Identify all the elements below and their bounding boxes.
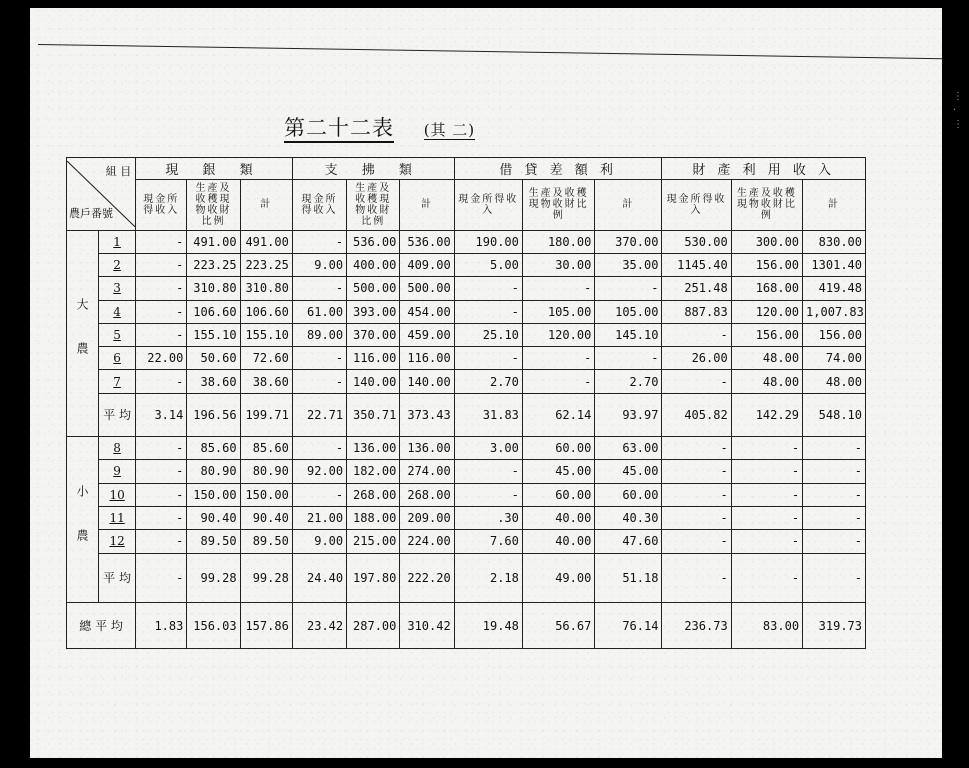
ledger-body: [67, 158, 866, 649]
household-number: 7: [98, 370, 135, 393]
value-cell: 31.83: [454, 393, 522, 436]
value-cell: -: [136, 506, 187, 529]
value-cell: 48.00: [731, 347, 802, 370]
income-ledger-table: [66, 157, 866, 649]
subheader-col-5: 生產及收穫現物收財比例: [347, 179, 400, 230]
value-cell: 26.00: [662, 347, 731, 370]
value-cell: 63.00: [595, 437, 662, 460]
value-cell: -: [731, 553, 802, 603]
household-number: 11: [98, 506, 135, 529]
value-cell: -: [136, 300, 187, 323]
table-row: [67, 277, 866, 300]
value-cell: 99.28: [187, 553, 240, 603]
value-cell: -: [136, 277, 187, 300]
value-cell: 74.00: [803, 347, 866, 370]
value-cell: -: [454, 347, 522, 370]
value-cell: 500.00: [400, 277, 454, 300]
household-number: 3: [98, 277, 135, 300]
value-cell: 409.00: [400, 253, 454, 276]
value-cell: 89.50: [240, 530, 292, 553]
value-cell: 222.20: [400, 553, 454, 603]
value-cell: 7.60: [454, 530, 522, 553]
value-cell: 120.00: [731, 300, 802, 323]
value-cell: 5.00: [454, 253, 522, 276]
value-cell: 196.56: [187, 393, 240, 436]
value-cell: -: [136, 553, 187, 603]
value-cell: 168.00: [731, 277, 802, 300]
value-cell: -: [136, 253, 187, 276]
table-row: [67, 460, 866, 483]
value-cell: .30: [454, 506, 522, 529]
value-cell: 830.00: [803, 230, 866, 253]
value-cell: 536.00: [400, 230, 454, 253]
value-cell: 268.00: [347, 483, 400, 506]
value-cell: 310.80: [240, 277, 292, 300]
table-row: [67, 370, 866, 393]
value-cell: 310.42: [400, 603, 454, 649]
table-row-average-small: [67, 553, 866, 603]
value-cell: -: [731, 483, 802, 506]
value-cell: 45.00: [522, 460, 594, 483]
title-main: 第二十二表: [284, 116, 394, 143]
subheader-col-10: 現金所得收入: [662, 179, 731, 230]
value-cell: 25.10: [454, 323, 522, 346]
value-cell: 491.00: [187, 230, 240, 253]
subheader-col-7: 現金所得收入: [454, 179, 522, 230]
value-cell: 268.00: [400, 483, 454, 506]
value-cell: 24.40: [292, 553, 346, 603]
value-cell: -: [662, 553, 731, 603]
value-cell: 116.00: [400, 347, 454, 370]
value-cell: 536.00: [347, 230, 400, 253]
value-cell: -: [454, 483, 522, 506]
value-cell: 21.00: [292, 506, 346, 529]
value-cell: 136.00: [400, 437, 454, 460]
group-header-property: 財 產 利 用 收 入: [662, 158, 866, 180]
value-cell: -: [292, 347, 346, 370]
value-cell: 89.50: [187, 530, 240, 553]
value-cell: 199.71: [240, 393, 292, 436]
value-cell: 72.60: [240, 347, 292, 370]
title-sub: (其 二): [423, 121, 476, 139]
section-label-big: 大 農: [67, 230, 99, 436]
value-cell: 30.00: [522, 253, 594, 276]
value-cell: 106.60: [187, 300, 240, 323]
value-cell: -: [803, 506, 866, 529]
value-cell: 48.00: [731, 370, 802, 393]
value-cell: 887.83: [662, 300, 731, 323]
value-cell: -: [136, 460, 187, 483]
group-header-cash: 現 銀 類: [136, 158, 293, 180]
household-number: 12: [98, 530, 135, 553]
subheader-col-8: 生產及收穫現物收財比例: [522, 179, 594, 230]
value-cell: 500.00: [347, 277, 400, 300]
value-cell: -: [454, 300, 522, 323]
value-cell: 85.60: [187, 437, 240, 460]
value-cell: 136.00: [347, 437, 400, 460]
value-cell: 180.00: [522, 230, 594, 253]
subheader-col-12: 計: [803, 179, 866, 230]
value-cell: 90.40: [240, 506, 292, 529]
subheader-col-2: 生產及收穫現物收財比例: [187, 179, 240, 230]
household-number: 10: [98, 483, 135, 506]
table-row: [67, 483, 866, 506]
value-cell: -: [731, 506, 802, 529]
value-cell: 50.60: [187, 347, 240, 370]
value-cell: 2.70: [595, 370, 662, 393]
value-cell: -: [136, 530, 187, 553]
value-cell: 105.00: [595, 300, 662, 323]
table-row: [67, 506, 866, 529]
value-cell: 3.14: [136, 393, 187, 436]
value-cell: -: [522, 277, 594, 300]
value-cell: -: [292, 277, 346, 300]
value-cell: 47.60: [595, 530, 662, 553]
value-cell: 548.10: [803, 393, 866, 436]
value-cell: 3.00: [454, 437, 522, 460]
value-cell: 90.40: [187, 506, 240, 529]
value-cell: 274.00: [400, 460, 454, 483]
value-cell: 236.73: [662, 603, 731, 649]
table-row: [67, 300, 866, 323]
value-cell: 370.00: [347, 323, 400, 346]
value-cell: -: [136, 437, 187, 460]
household-number: 1: [98, 230, 135, 253]
value-cell: 156.03: [187, 603, 240, 649]
value-cell: 60.00: [522, 483, 594, 506]
value-cell: 92.00: [292, 460, 346, 483]
value-cell: 156.00: [731, 323, 802, 346]
value-cell: 62.14: [522, 393, 594, 436]
household-number: 5: [98, 323, 135, 346]
corner-cell: [67, 158, 136, 231]
table-title: [284, 112, 475, 142]
value-cell: 38.60: [240, 370, 292, 393]
value-cell: -: [292, 230, 346, 253]
value-cell: 454.00: [400, 300, 454, 323]
household-number: 8: [98, 437, 135, 460]
household-number: 4: [98, 300, 135, 323]
group-header-expense: 支 拂 類: [292, 158, 454, 180]
table-row: [67, 323, 866, 346]
value-cell: 287.00: [347, 603, 400, 649]
value-cell: -: [292, 370, 346, 393]
value-cell: 60.00: [595, 483, 662, 506]
value-cell: 350.71: [347, 393, 400, 436]
value-cell: 22.00: [136, 347, 187, 370]
value-cell: 188.00: [347, 506, 400, 529]
value-cell: 224.00: [400, 530, 454, 553]
value-cell: 85.60: [240, 437, 292, 460]
value-cell: 157.86: [240, 603, 292, 649]
value-cell: 1301.40: [803, 253, 866, 276]
value-cell: -: [136, 323, 187, 346]
value-cell: 459.00: [400, 323, 454, 346]
value-cell: -: [731, 460, 802, 483]
value-cell: 156.00: [731, 253, 802, 276]
value-cell: 215.00: [347, 530, 400, 553]
subheader-row: [67, 179, 866, 230]
value-cell: 223.25: [187, 253, 240, 276]
value-cell: 393.00: [347, 300, 400, 323]
value-cell: 48.00: [803, 370, 866, 393]
value-cell: -: [803, 460, 866, 483]
value-cell: -: [662, 530, 731, 553]
value-cell: 40.00: [522, 530, 594, 553]
value-cell: 45.00: [595, 460, 662, 483]
value-cell: 80.90: [240, 460, 292, 483]
value-cell: 400.00: [347, 253, 400, 276]
value-cell: 156.00: [803, 323, 866, 346]
table-row: [67, 230, 866, 253]
average-label: 平 均: [98, 553, 135, 603]
header-group-row: [67, 158, 866, 180]
value-cell: 419.48: [803, 277, 866, 300]
value-cell: 40.30: [595, 506, 662, 529]
value-cell: 22.71: [292, 393, 346, 436]
value-cell: 140.00: [400, 370, 454, 393]
value-cell: -: [292, 483, 346, 506]
average-label: 平 均: [98, 393, 135, 436]
household-number: 9: [98, 460, 135, 483]
value-cell: 140.00: [347, 370, 400, 393]
corner-bottom-label: 農戶番號: [69, 206, 113, 220]
value-cell: 38.60: [187, 370, 240, 393]
value-cell: -: [454, 277, 522, 300]
subheader-col-1: 現金所得收入: [136, 179, 187, 230]
value-cell: 150.00: [240, 483, 292, 506]
value-cell: 83.00: [731, 603, 802, 649]
value-cell: 1.83: [136, 603, 187, 649]
value-cell: -: [595, 277, 662, 300]
value-cell: 60.00: [522, 437, 594, 460]
value-cell: -: [803, 553, 866, 603]
fold-line: [38, 44, 943, 59]
value-cell: 40.00: [522, 506, 594, 529]
value-cell: 405.82: [662, 393, 731, 436]
subheader-col-11: 生產及收穫現物收財比例: [731, 179, 802, 230]
value-cell: 251.48: [662, 277, 731, 300]
value-cell: 1145.40: [662, 253, 731, 276]
group-header-lending: 借 貸 差 額 利: [454, 158, 662, 180]
value-cell: 223.25: [240, 253, 292, 276]
value-cell: 49.00: [522, 553, 594, 603]
value-cell: -: [803, 530, 866, 553]
value-cell: 1,007.83: [803, 300, 866, 323]
household-number: 6: [98, 347, 135, 370]
household-number: 2: [98, 253, 135, 276]
value-cell: -: [803, 437, 866, 460]
value-cell: 209.00: [400, 506, 454, 529]
value-cell: -: [731, 437, 802, 460]
value-cell: 76.14: [595, 603, 662, 649]
value-cell: 182.00: [347, 460, 400, 483]
value-cell: 197.80: [347, 553, 400, 603]
subheader-col-4: 現金所得收入: [292, 179, 346, 230]
value-cell: 99.28: [240, 553, 292, 603]
subheader-col-6: 計: [400, 179, 454, 230]
value-cell: 319.73: [803, 603, 866, 649]
value-cell: 9.00: [292, 530, 346, 553]
value-cell: -: [803, 483, 866, 506]
value-cell: -: [292, 437, 346, 460]
overall-average-label: 總 平 均: [67, 603, 136, 649]
margin-marks: ⋮ · ⋮: [953, 91, 963, 130]
section-label-small: 小 農: [67, 437, 99, 603]
value-cell: 56.67: [522, 603, 594, 649]
subheader-col-9: 計: [595, 179, 662, 230]
value-cell: 300.00: [731, 230, 802, 253]
value-cell: 80.90: [187, 460, 240, 483]
value-cell: 155.10: [240, 323, 292, 346]
value-cell: 2.18: [454, 553, 522, 603]
table-row: [67, 253, 866, 276]
value-cell: 530.00: [662, 230, 731, 253]
value-cell: 116.00: [347, 347, 400, 370]
value-cell: -: [662, 460, 731, 483]
value-cell: -: [522, 370, 594, 393]
value-cell: 145.10: [595, 323, 662, 346]
value-cell: -: [136, 370, 187, 393]
value-cell: 89.00: [292, 323, 346, 346]
subheader-col-3: 計: [240, 179, 292, 230]
value-cell: -: [662, 437, 731, 460]
value-cell: -: [595, 347, 662, 370]
value-cell: 61.00: [292, 300, 346, 323]
value-cell: 105.00: [522, 300, 594, 323]
value-cell: -: [731, 530, 802, 553]
value-cell: 93.97: [595, 393, 662, 436]
value-cell: 2.70: [454, 370, 522, 393]
value-cell: -: [136, 230, 187, 253]
value-cell: -: [662, 506, 731, 529]
table-row: [67, 437, 866, 460]
value-cell: 370.00: [595, 230, 662, 253]
corner-top-label: 組 目: [105, 164, 132, 178]
value-cell: -: [454, 460, 522, 483]
value-cell: 155.10: [187, 323, 240, 346]
table-row-average-big: [67, 393, 866, 436]
value-cell: 19.48: [454, 603, 522, 649]
value-cell: -: [662, 323, 731, 346]
table-row: [67, 530, 866, 553]
value-cell: 190.00: [454, 230, 522, 253]
value-cell: 142.29: [731, 393, 802, 436]
value-cell: -: [662, 370, 731, 393]
table-row-overall-average: [67, 603, 866, 649]
value-cell: 310.80: [187, 277, 240, 300]
value-cell: 373.43: [400, 393, 454, 436]
value-cell: 35.00: [595, 253, 662, 276]
value-cell: -: [522, 347, 594, 370]
value-cell: 9.00: [292, 253, 346, 276]
value-cell: -: [136, 483, 187, 506]
value-cell: 150.00: [187, 483, 240, 506]
table-row: [67, 347, 866, 370]
value-cell: -: [662, 483, 731, 506]
value-cell: 120.00: [522, 323, 594, 346]
value-cell: 106.60: [240, 300, 292, 323]
value-cell: 491.00: [240, 230, 292, 253]
value-cell: 51.18: [595, 553, 662, 603]
value-cell: 23.42: [292, 603, 346, 649]
